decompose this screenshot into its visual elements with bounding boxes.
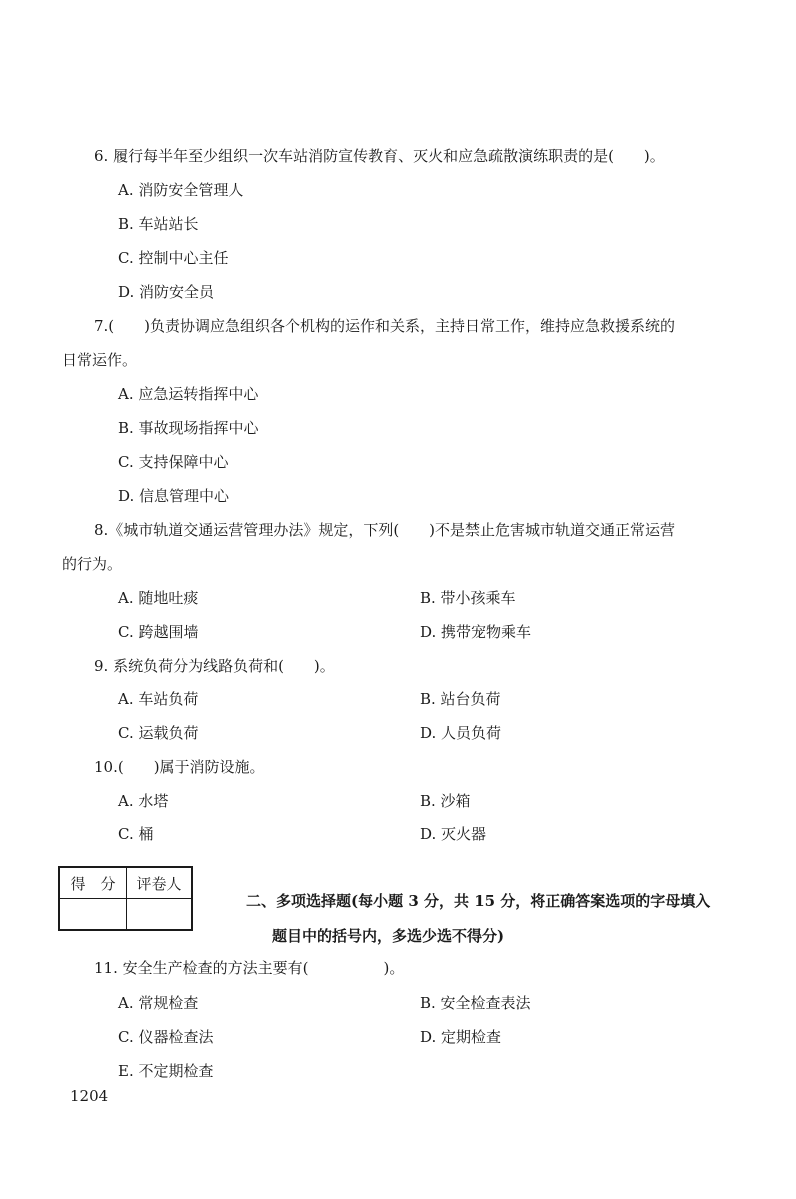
grader-label: 评卷人 [127, 867, 193, 899]
q10-option-b: B. 沙箱 [420, 792, 471, 810]
q10-option-c: C. 桶 [118, 825, 154, 843]
section2-heading-line2: 题目中的括号内，多选少选不得分) [272, 927, 505, 945]
q8-option-c: C. 跨越围墙 [118, 623, 199, 641]
q7-stem-line1: 7.( )负责协调应急组织各个机构的运作和关系，主持日常工作，维持应急救援系统的 [94, 317, 676, 335]
q9-option-c: C. 运载负荷 [118, 724, 199, 742]
q10-stem: 10.( )属于消防设施。 [94, 758, 265, 776]
q7-option-d: D. 信息管理中心 [118, 487, 230, 505]
q11-option-c: C. 仪器检查法 [118, 1028, 214, 1046]
score-box [58, 866, 193, 931]
q7-option-a: A. 应急运转指挥中心 [118, 385, 259, 403]
q6-option-c: C. 控制中心主任 [118, 249, 229, 267]
q9-stem: 9. 系统负荷分为线路负荷和( )。 [94, 657, 335, 675]
q7-stem-line2: 日常运作。 [62, 351, 138, 369]
section2-heading-line1: 二、多项选择题(每小题 3 分，共 15 分，将正确答案选项的字母填入 [246, 892, 711, 910]
q8-stem-line2: 的行为。 [62, 555, 123, 573]
q10-option-d: D. 灭火器 [420, 825, 487, 843]
q9-option-d: D. 人员负荷 [420, 724, 502, 742]
q7-option-c: C. 支持保障中心 [118, 453, 229, 471]
q11-option-d: D. 定期检查 [420, 1028, 502, 1046]
q8-option-a: A. 随地吐痰 [118, 589, 199, 607]
q6-stem: 6. 履行每半年至少组织一次车站消防宣传教育、灭火和应急疏散演练职责的是( )。 [94, 147, 665, 165]
q11-option-a: A. 常规检查 [118, 994, 199, 1012]
q11-option-e: E. 不定期检查 [118, 1062, 214, 1080]
score-cell [59, 899, 127, 931]
q6-option-d: D. 消防安全员 [118, 283, 215, 301]
q6-option-a: A. 消防安全管理人 [118, 181, 244, 199]
q8-option-b: B. 带小孩乘车 [420, 589, 516, 607]
q7-option-b: B. 事故现场指挥中心 [118, 419, 259, 437]
q6-option-b: B. 车站站长 [118, 215, 199, 233]
q9-option-a: A. 车站负荷 [118, 690, 199, 708]
q9-option-b: B. 站台负荷 [420, 690, 501, 708]
q8-option-d: D. 携带宠物乘车 [420, 623, 532, 641]
grader-cell [127, 899, 193, 931]
q10-option-a: A. 水塔 [118, 792, 169, 810]
q8-stem-line1: 8.《城市轨道交通运营管理办法》规定，下列( )不是禁止危害城市轨道交通正常运营 [94, 521, 676, 539]
score-label: 得 分 [59, 867, 127, 899]
q11-option-b: B. 安全检查表法 [420, 994, 531, 1012]
page-number: 1204 [70, 1087, 109, 1105]
q11-stem: 11. 安全生产检查的方法主要有( )。 [94, 959, 405, 977]
